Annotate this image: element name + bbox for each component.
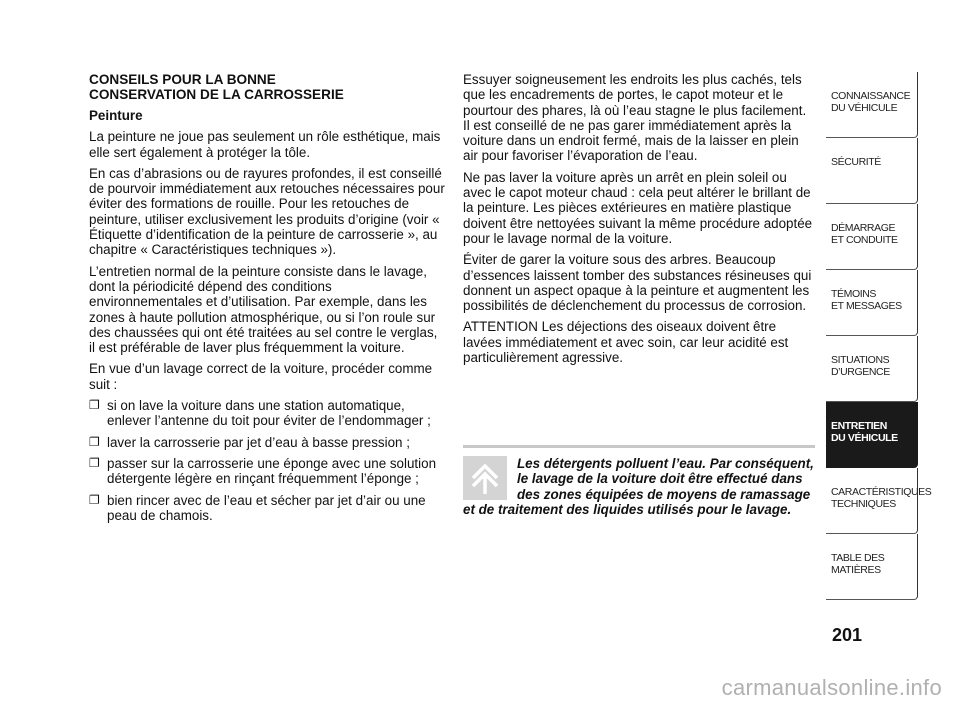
paragraph: Ne pas laver la voiture après un arrêt en plein soleil ou avec le capot moteur chaud : cela peut altérer le brillant de la peinture. Les pièces extérieures en matière plastique doivent être nettoyées suivant la même procédure adoptée pour le lavage normal de la voiture. xyxy=(463,169,813,246)
paragraph: La peinture ne joue pas seulement un rôle esthétique, mais elle sert également à protéger la tôle. xyxy=(89,129,441,160)
heading-line-2: CONSERVATION DE LA CARROSSERIE xyxy=(89,87,344,102)
tab-temoins[interactable] xyxy=(826,270,918,336)
checkbox-bullet-icon: ❐ xyxy=(89,492,100,507)
tab-label: ENTRETIEN xyxy=(831,420,887,432)
tab-entretien[interactable] xyxy=(826,402,918,468)
checkbox-bullet-icon: ❐ xyxy=(89,398,100,413)
checkbox-bullet-icon: ❐ xyxy=(89,455,100,470)
page-number: 201 xyxy=(832,625,863,645)
environment-note xyxy=(463,445,815,518)
tab-label: TABLE DES xyxy=(831,552,885,564)
watermark: carmanualsonline.info xyxy=(721,675,942,700)
list-item xyxy=(89,435,445,450)
list-item-text: si on lave la voiture dans une station automatique, enlever l’antenne du toit pour éviter de l’endommager ; xyxy=(107,398,431,429)
tab-label: DU VÉHICULE xyxy=(831,432,898,444)
list-item-text: bien rincer avec de l’eau et sécher par jet d’air ou une peau de chamois. xyxy=(107,492,426,523)
bullet-list xyxy=(89,398,445,523)
list-item xyxy=(89,456,445,487)
tab-label: D’URGENCE xyxy=(831,366,890,378)
list-item-text: passer sur la carrosserie une éponge avec une solution détergente légère en rinçant fréquemment l’éponge ; xyxy=(107,455,437,487)
right-column xyxy=(463,72,815,371)
list-item xyxy=(89,493,445,524)
tab-label: ET MESSAGES xyxy=(831,300,902,312)
checkbox-bullet-icon: ❐ xyxy=(89,434,100,449)
tab-label: DÉMARRAGE xyxy=(831,222,896,234)
tab-label: ET CONDUITE xyxy=(831,234,898,246)
paragraph: En cas d’abrasions ou de rayures profondes, il est conseillé de pourvoir immédiatement aux retouches nécessaires pour éviter des formations de rouille. Pour les retouches de peinture, utiliser exclusivement les produits d’origine (voir « Étiquette d’identification de la peinture de carrosserie », au chapitre « Caractéristiques techniques »). xyxy=(89,165,445,258)
tab-label: MATIÈRES xyxy=(831,564,881,576)
heading-line-1: CONSEILS POUR LA BONNE xyxy=(89,72,276,87)
left-column xyxy=(89,72,445,529)
section-heading xyxy=(89,72,445,102)
tab-label: SÉCURITÉ xyxy=(831,156,881,168)
paragraph: Éviter de garer la voiture sous des arbres. Beaucoup d’essences laissent tomber des substances résineuses qui donnent un aspect opaque à la peinture et augmentent les possibilités de déclenchement du processus de corrosion. xyxy=(463,252,812,314)
tab-label: TECHNIQUES xyxy=(831,498,896,510)
tab-securite[interactable] xyxy=(826,138,918,204)
tab-connaissance[interactable] xyxy=(826,72,918,138)
tab-label: TÉMOINS xyxy=(831,288,877,300)
divider xyxy=(463,445,815,448)
attention-paragraph: ATTENTION Les déjections des oiseaux doivent être lavées immédiatement et avec soin, car leur acidité est particulièrement agressive. xyxy=(463,319,789,366)
tab-label: CONNAISSANCE xyxy=(831,90,911,102)
tab-demarrage[interactable] xyxy=(826,204,918,270)
tab-label: CARACTÉRISTIQUES xyxy=(831,486,932,498)
tab-label: DU VÉHICULE xyxy=(831,102,898,114)
tab-table-des-matieres[interactable] xyxy=(826,534,918,600)
subheading: Peinture xyxy=(89,108,143,123)
tab-label: SITUATIONS xyxy=(831,354,890,366)
paragraph: En vue d’un lavage correct de la voiture, procéder comme suit : xyxy=(89,361,433,392)
paragraph: Essuyer soigneusement les endroits les plus cachés, tels que les encadrements de portes, le capot moteur et le pourtour des phares, là où l’eau stagne le plus facilement. Il est conseillé de ne pas garer immédiatement après la voiture dans un endroit fermé, mais de la laisser en plein air pour favoriser l’évaporation de l’eau. xyxy=(463,72,807,164)
paragraph: L’entretien normal de la peinture consiste dans le lavage, dont la périodicité dépend des conditions environnementales et d’utilisation. Par exemple, dans les zones à haute pollution atmosphérique, ou si l’on roule sur des chaussées qui ont été traitées au sel contre le verglas, il est préférable de laver plus fréquemment la voiture. xyxy=(89,263,438,356)
tab-caracteristiques[interactable] xyxy=(826,468,932,534)
recycle-arrows-icon xyxy=(463,456,507,500)
list-item xyxy=(89,398,445,429)
chapter-sidebar xyxy=(826,72,932,600)
eco-note-text: Les détergents polluent l’eau. Par conséquent, le lavage de la voiture doit être effectué dans des zones équipées de moyens de ramassage et de traitement des liquides utilisés pour le lavage. xyxy=(463,456,814,518)
list-item-text: laver la carrosserie par jet d’eau à basse pression ; xyxy=(107,434,410,450)
tab-situations[interactable] xyxy=(826,336,918,402)
